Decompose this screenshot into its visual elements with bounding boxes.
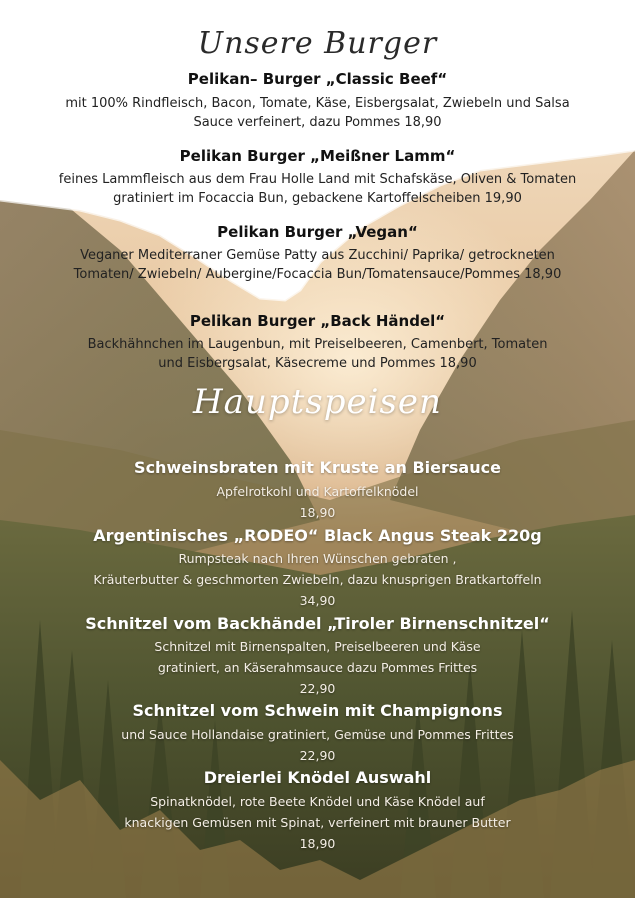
main-item-price: 22,90: [299, 748, 336, 763]
burger-item-desc-line: mit 100% Rindfleisch, Bacon, Tomate, Käse, Eisbergsalat, Zwiebeln und Salsa: [65, 96, 570, 111]
burger-item-desc: [20, 170, 615, 208]
main-item-desc-line: Schnitzel mit Birnenspalten, Preiselbeeren und Käse: [154, 639, 481, 654]
burger-item-desc: [20, 94, 615, 132]
main-item-desc: [20, 481, 615, 523]
main-item-desc-line: gratiniert, an Käserahmsauce dazu Pommes Frittes: [157, 660, 478, 675]
burger-item-desc-line: Backhähnchen im Laugenbun, mit Preiselbeeren, Camenbert, Tomaten: [87, 337, 548, 352]
main-item-title: Argentinisches „RODEO“ Black Angus Steak 220g: [93, 526, 542, 545]
main-item-title: Schnitzel vom Backhändel „Tiroler Birnenschnitzel“: [85, 614, 550, 633]
burger-item-title: Pelikan Burger „Meißner Lamm“: [179, 147, 456, 165]
main-item-desc-line: Apfelrotkohl und Kartoffelknödel: [216, 484, 419, 499]
burger-item-desc-line: feines Lammfleisch aus dem Frau Holle Land mit Schafskäse, Oliven & Tomaten: [58, 172, 577, 187]
burger-item-desc-line: gratiniert im Focaccia Bun, gebackene Kartoffelscheiben 19,90: [113, 191, 522, 206]
main-item-title: Dreierlei Knödel Auswahl: [203, 768, 432, 787]
main-item-desc-line: und Sauce Hollandaise gratiniert, Gemüse und Pommes Frittes: [121, 727, 514, 742]
main-item-desc-line: Spinatknödel, rote Beete Knödel und Käse Knödel auf: [150, 794, 485, 809]
main-section-heading: Hauptspeisen: [193, 382, 442, 422]
main-item-desc: [20, 791, 615, 854]
burger-item-desc-line: Sauce verfeinert, dazu Pommes 18,90: [193, 115, 442, 130]
main-item-desc: [20, 548, 615, 611]
burger-item-title: Pelikan Burger „Vegan“: [217, 223, 418, 241]
burger-item-desc-line: und Eisbergsalat, Käsecreme und Pommes 18,90: [158, 356, 477, 371]
main-item-desc: [20, 724, 615, 766]
burger-item-title: Pelikan Burger „Back Händel“: [189, 312, 446, 330]
burger-item-desc: [20, 246, 615, 284]
main-item-desc-line: knackigen Gemüsen mit Spinat, verfeinert mit brauner Butter: [124, 815, 511, 830]
main-item-price: 34,90: [299, 593, 336, 608]
main-item-price: 22,90: [299, 681, 336, 696]
main-item-desc-line: Kräuterbutter & geschmorten Zwiebeln, dazu knusprigen Bratkartoffeln: [93, 572, 542, 587]
main-item-price: 18,90: [299, 836, 336, 851]
main-item-title: Schnitzel vom Schwein mit Champignons: [132, 701, 503, 720]
burger-item-desc-line: Veganer Mediterraner Gemüse Patty aus Zucchini/ Paprika/ getrockneten: [80, 248, 555, 263]
main-item-desc-line: Rumpsteak nach Ihren Wünschen gebraten ,: [178, 551, 457, 566]
main-item-desc: [20, 636, 615, 699]
burger-item-desc-line: Tomaten/ Zwiebeln/ Aubergine/Focaccia Bun/Tomatensauce/Pommes 18,90: [73, 267, 562, 282]
burger-section-heading: Unsere Burger: [197, 26, 438, 61]
main-item-title: Schweinsbraten mit Kruste an Biersauce: [134, 458, 501, 477]
burger-item-title: Pelikan– Burger „Classic Beef“: [187, 70, 448, 88]
burger-item-desc: [20, 335, 615, 373]
main-item-price: 18,90: [299, 505, 336, 520]
